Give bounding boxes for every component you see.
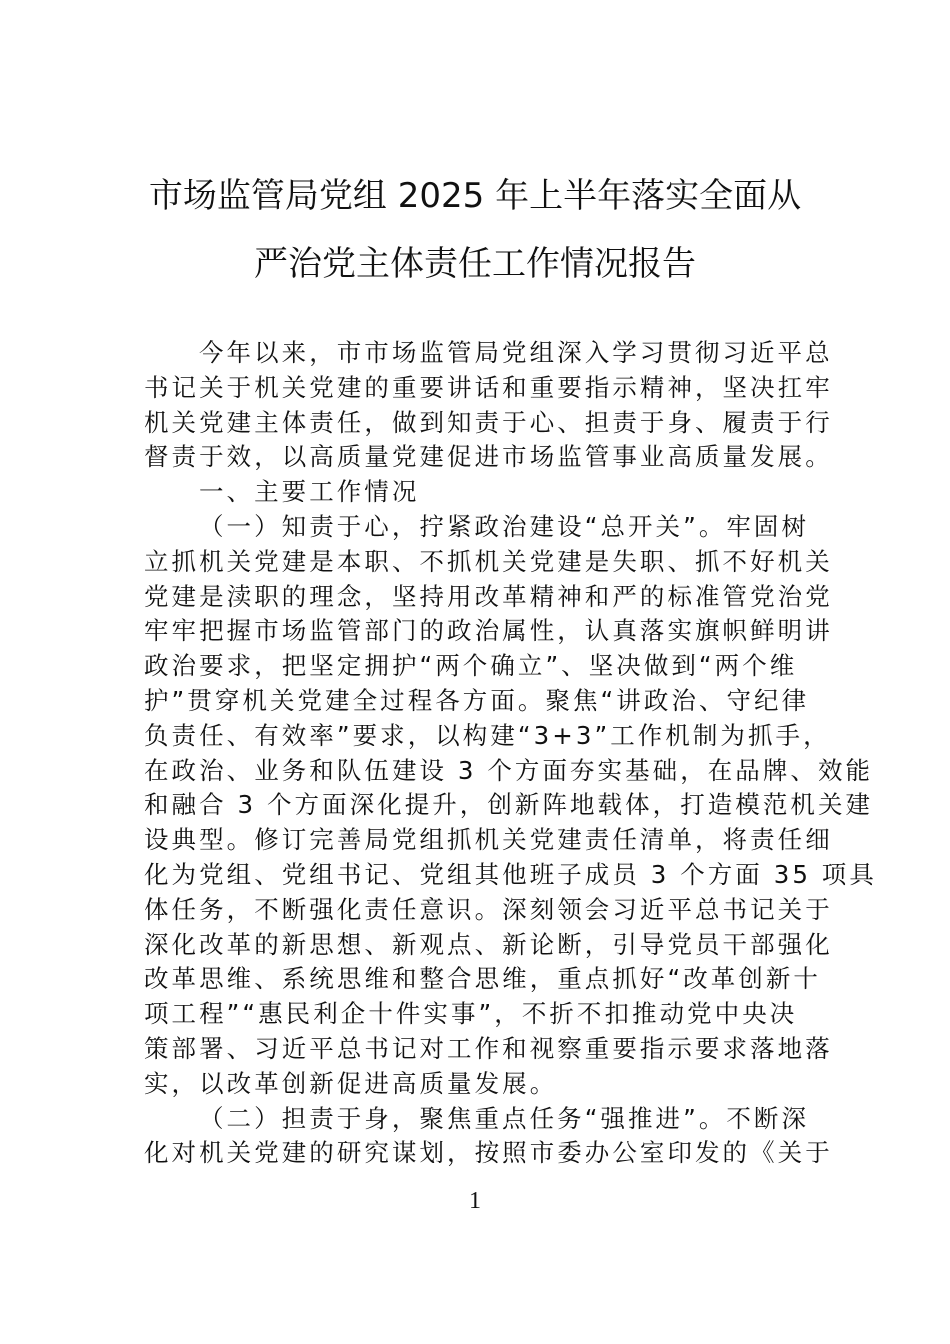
body-line: 策部署、习近平总书记对工作和视察重要指示要求落地落 (144, 1033, 833, 1063)
body-line: 护”贯穿机关党建全过程各方面。聚焦“讲政治、守纪律 (144, 685, 810, 715)
body-line: 体任务，不断强化责任意识。深刻领会习近平总书记关于 (144, 894, 833, 924)
section-heading: 一、主要工作情况 (199, 477, 420, 507)
body-line: 和融合 3 个方面深化提升，创新阵地载体，打造模范机关建 (144, 790, 874, 820)
body-line: 机关党建主体责任，做到知责于心、担责于身、履责于行 (144, 407, 833, 437)
subsection-heading-line: （一）知责于心，拧紧政治建设“总开关”。牢固树 (199, 511, 810, 541)
subsection-heading-line: （二）担责于身，聚焦重点任务“强推进”。不断深 (199, 1103, 810, 1133)
body-line: 负责任、有效率”要求，以构建“3+3”工作机制为抓手， (144, 720, 831, 750)
body-line: 政治要求，把坚定拥护“两个确立”、坚决做到“两个维 (144, 651, 798, 681)
body-line: 化为党组、党组书记、党组其他班子成员 3 个方面 35 项具 (144, 859, 877, 889)
body-line: 督责于效，以高质量党建促进市场监管事业高质量发展。 (144, 442, 833, 472)
body-line: 党建是渎职的理念，坚持用改革精神和严的标准管党治党 (144, 581, 833, 611)
document-title-line-1: 市场监管局党组 2025 年上半年落实全面从 (148, 176, 802, 216)
body-line: 书记关于机关党建的重要讲话和重要指示精神，坚决扛牢 (144, 372, 833, 402)
body-line: 今年以来，市市场监管局党组深入学习贯彻习近平总 (199, 338, 833, 367)
body-line: 牢牢把握市场监管部门的政治属性，认真落实旗帜鲜明讲 (144, 616, 833, 646)
body-line: 实，以改革创新促进高质量发展。 (144, 1068, 558, 1098)
document-title-line-2: 严治党主体责任工作情况报告 (254, 244, 696, 284)
body-line: 项工程”“惠民利企十件实事”，不折不扣推动党中央决 (144, 999, 798, 1029)
body-line: 深化改革的新思想、新观点、新论断，引导党员干部强化 (144, 929, 833, 959)
body-line: 设典型。修订完善局党组抓机关党建责任清单，将责任细 (144, 825, 833, 855)
body-line: 在政治、业务和队伍建设 3 个方面夯实基础，在品牌、效能 (144, 755, 874, 785)
body-line: 立抓机关党建是本职、不抓机关党建是失职、抓不好机关 (144, 546, 833, 576)
document-body (144, 336, 877, 1171)
page-number: 1 (469, 1188, 481, 1214)
body-line: 化对机关党建的研究谋划，按照市委办公室印发的《关于 (144, 1138, 833, 1168)
body-line: 改革思维、系统思维和整合思维，重点抓好“改革创新十 (144, 964, 821, 994)
